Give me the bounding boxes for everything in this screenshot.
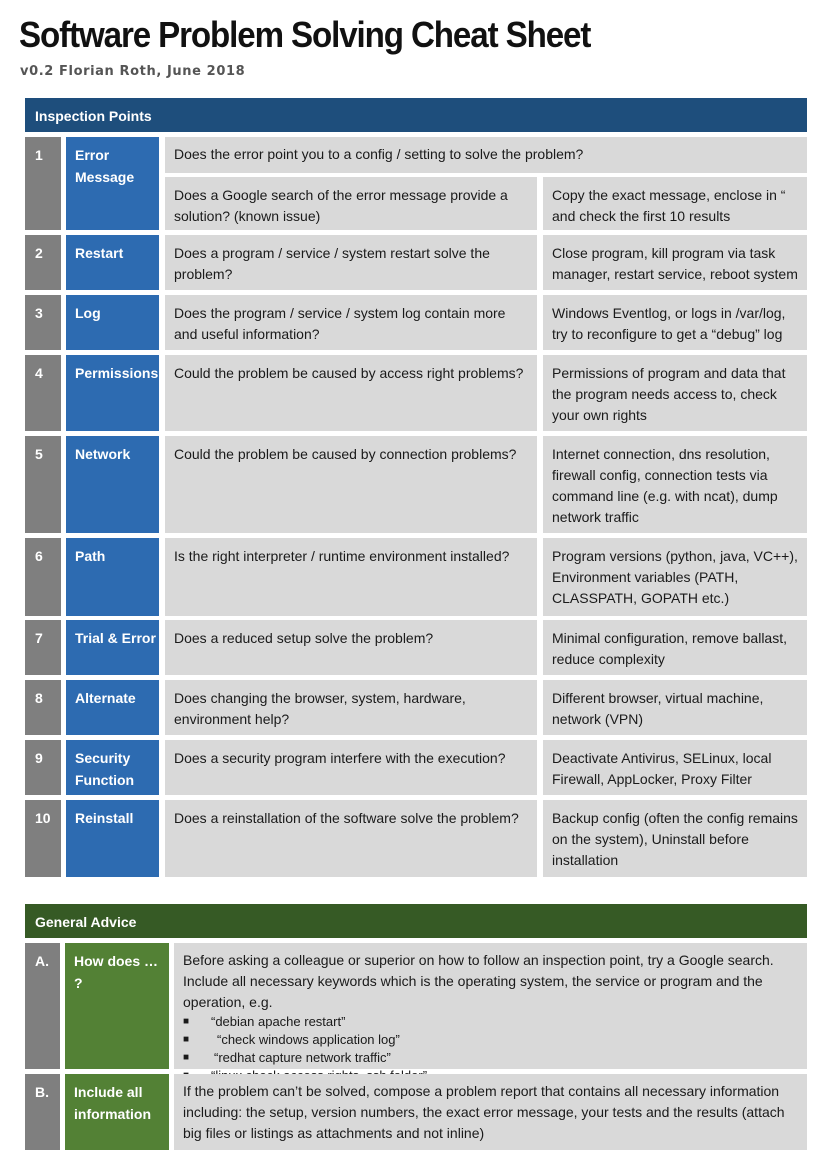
row-name: Reinstall (66, 800, 159, 877)
row-question: Is the right interpreter / runtime environment installed? (165, 538, 537, 616)
row-hint: Deactivate Antivirus, SELinux, local Firewall, AppLocker, Proxy Filter (543, 740, 807, 795)
row-question: Does a security program interfere with the execution? (165, 740, 537, 795)
inspection-row-8 (25, 680, 807, 735)
row-name: Restart (66, 235, 159, 290)
bullet-icon: ■ (183, 1034, 190, 1045)
row-question-secondary: Does a Google search of the error message provide a solution? (known issue) (165, 177, 537, 230)
inspection-row-7 (25, 620, 807, 675)
row-hint: Permissions of program and data that the program needs access to, check your own rights (543, 355, 807, 431)
row-hint: Different browser, virtual machine, network (VPN) (543, 680, 807, 735)
row-name: Permissions (66, 355, 159, 431)
row-question: Does a reduced setup solve the problem? (165, 620, 537, 675)
row-question: Does a reinstallation of the software solve the problem? (165, 800, 537, 877)
row-hint: Windows Eventlog, or logs in /var/log, try to reconfigure to get a “debug” log (543, 295, 807, 350)
row-name: Path (66, 538, 159, 616)
page-subtitle: v0.2 Florian Roth, June 2018 (20, 64, 246, 79)
row-question: Could the problem be caused by connection problems? (165, 436, 537, 533)
row-hint: Backup config (often the config remains on the system), Uninstall before installation (543, 800, 807, 877)
row-question: Does changing the browser, system, hardware, environment help? (165, 680, 537, 735)
example-query: “check windows application log” (217, 1032, 400, 1047)
row-hint: Minimal configuration, remove ballast, reduce complexity (543, 620, 807, 675)
row-hint: Copy the exact message, enclose in “ and check the first 10 results (543, 177, 807, 230)
example-query: “redhat capture network traffic” (214, 1050, 391, 1065)
advice-text: If the problem can’t be solved, compose a problem report that contains all necessary information including: the setup, version numbers, the exact error message, your tests and the results (attach big files or listings as attachments and not inline) (174, 1074, 807, 1150)
general-advice-header: General Advice (25, 904, 807, 938)
row-hint: Close program, kill program via task manager, restart service, reboot system (543, 235, 807, 290)
list-item (183, 1031, 799, 1049)
inspection-row-9 (25, 740, 807, 795)
inspection-points-header: Inspection Points (25, 98, 807, 132)
advice-row-b (25, 1074, 807, 1150)
inspection-row-4 (25, 355, 807, 431)
advice-name: Include all information (65, 1074, 169, 1150)
inspection-row-10 (25, 800, 807, 877)
row-name: Security Function (66, 740, 159, 795)
row-question: Does the error point you to a config / setting to solve the problem? (165, 137, 807, 173)
row-number: 8 (25, 680, 61, 735)
example-query: “debian apache restart” (211, 1014, 346, 1029)
list-item (183, 1013, 799, 1031)
advice-row-a (25, 943, 807, 1069)
list-item (183, 1049, 799, 1067)
row-name: Network (66, 436, 159, 533)
inspection-row-5 (25, 436, 807, 533)
page-title: Software Problem Solving Cheat Sheet (19, 14, 591, 55)
inspection-row-6 (25, 538, 807, 616)
advice-text: Before asking a colleague or superior on how to follow an inspection point, try a Google search. Include all necessary keywords which is the operating system, the service or program and the operation, e.g. (183, 952, 774, 1010)
row-hint: Internet connection, dns resolution, firewall config, connection tests via command line (e.g. with ncat), dump network traffic (543, 436, 807, 533)
inspection-row-1 (25, 137, 807, 230)
row-name: Trial & Error (66, 620, 159, 675)
bullet-icon: ■ (183, 1016, 190, 1027)
advice-name: How does … ? (65, 943, 169, 1069)
row-number: 9 (25, 740, 61, 795)
row-name: Alternate (66, 680, 159, 735)
row-name: Error Message (66, 137, 159, 230)
inspection-row-2 (25, 235, 807, 290)
row-number: 2 (25, 235, 61, 290)
row-number: 1 (25, 137, 61, 230)
bullet-icon: ■ (183, 1052, 190, 1063)
row-question: Does the program / service / system log contain more and useful information? (165, 295, 537, 350)
row-number: 7 (25, 620, 61, 675)
advice-letter: B. (25, 1074, 60, 1150)
row-question: Could the problem be caused by access right problems? (165, 355, 537, 431)
row-hint: Program versions (python, java, VC++), Environment variables (PATH, CLASSPATH, GOPATH etc.) (543, 538, 807, 616)
row-number: 4 (25, 355, 61, 431)
row-question: Does a program / service / system restart solve the problem? (165, 235, 537, 290)
row-number: 5 (25, 436, 61, 533)
row-number: 10 (25, 800, 61, 877)
row-name: Log (66, 295, 159, 350)
advice-text-block (174, 943, 807, 1069)
row-number: 6 (25, 538, 61, 616)
inspection-row-3 (25, 295, 807, 350)
row-number: 3 (25, 295, 61, 350)
advice-letter: A. (25, 943, 60, 1069)
